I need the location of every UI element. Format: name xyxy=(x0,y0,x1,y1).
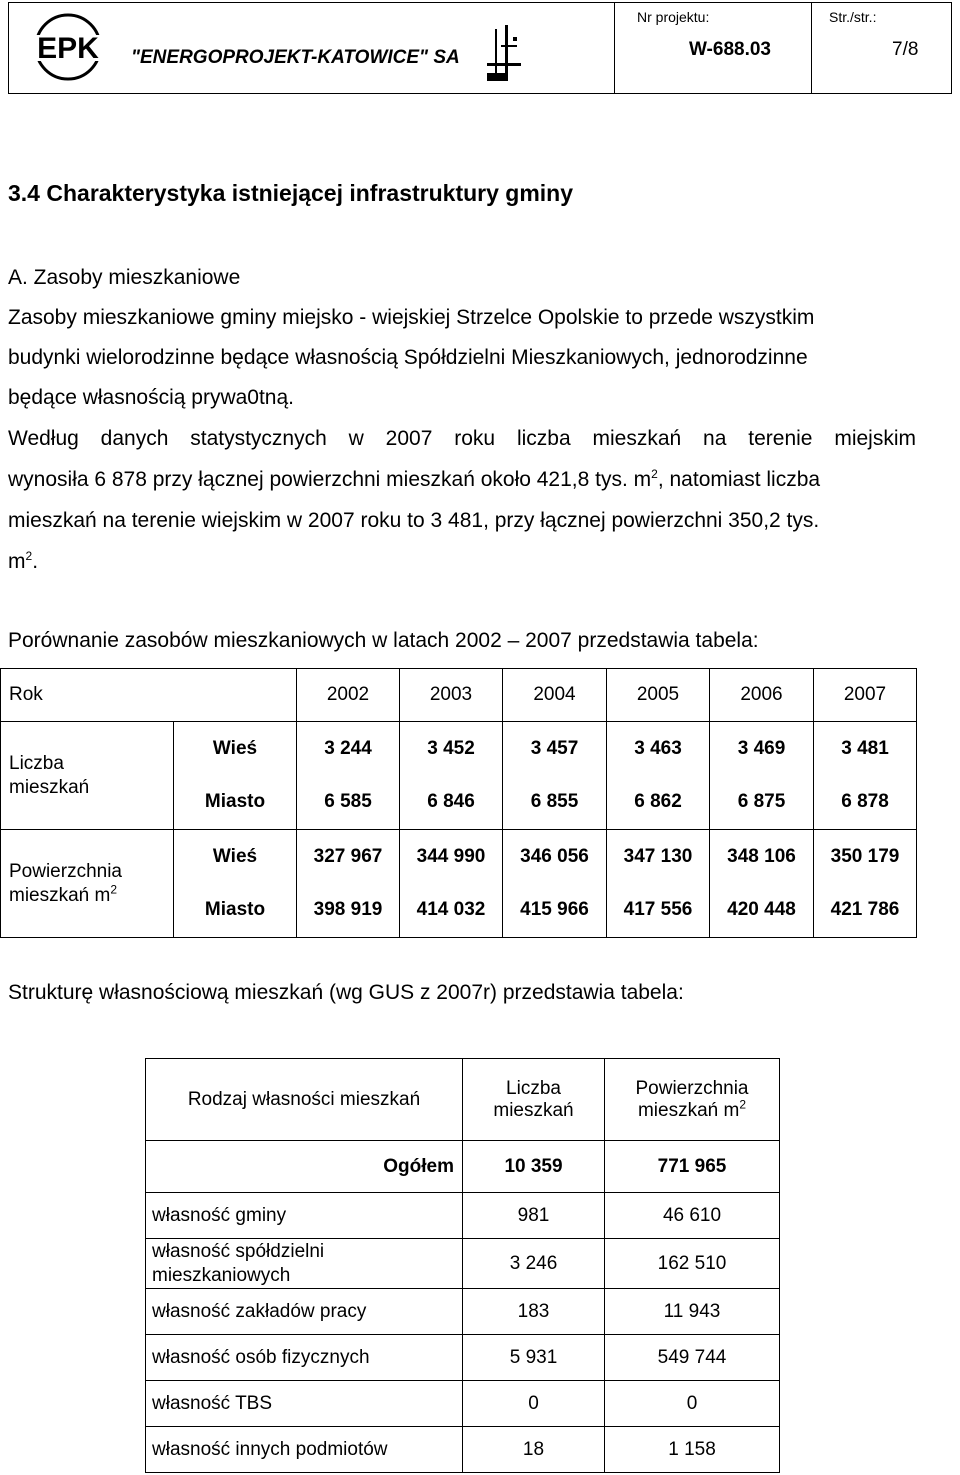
year-cell: 2005 xyxy=(607,669,710,722)
value-cell: 417 556 xyxy=(607,884,710,938)
paragraph2-line4: $m^2$. xyxy=(8,549,39,573)
total-area: 771 965 xyxy=(605,1141,780,1193)
table-row xyxy=(146,1335,780,1381)
ownership-label: własność zakładów pracy xyxy=(146,1289,463,1335)
value-cell: 6 846 xyxy=(400,776,503,830)
ownership-count: 0 xyxy=(463,1381,605,1427)
table-row xyxy=(146,1239,780,1289)
company-name: "ENERGOPROJEKT-KATOWICE" SA xyxy=(131,47,460,68)
table-row xyxy=(146,1059,780,1141)
value-cell: 420 448 xyxy=(710,884,814,938)
subsection-title: A. Zasoby mieszkaniowe xyxy=(8,266,241,289)
table-row xyxy=(1,669,917,722)
year-cell: 2003 xyxy=(400,669,503,722)
value-cell: 6 855 xyxy=(503,776,607,830)
ownership-count: 3 246 xyxy=(463,1239,605,1289)
value-cell: 344 990 xyxy=(400,830,503,884)
epk-logo xyxy=(23,13,113,81)
ownership-count: 18 xyxy=(463,1427,605,1473)
paragraph1-line2: budynki wielorodzinne będące własnością Spółdzielni Mieszkaniowych, jednorodzinne xyxy=(8,346,808,369)
table-row xyxy=(146,1193,780,1239)
value-cell: 346 056 xyxy=(503,830,607,884)
section-title: 3.4 Charakterystyka istniejącej infrastruktury gminy xyxy=(8,180,574,206)
ownership-label: własność TBS xyxy=(146,1381,463,1427)
paragraph2-line2: wynosiła 6 878 przy łącznej powierzchni mieszkań około 421,8 tys. $m^2$, natomiast liczba xyxy=(8,467,821,491)
row-label: Miasto xyxy=(174,884,297,938)
ownership-area: 11 943 xyxy=(605,1289,780,1335)
paragraph1-line3: będące własnością prywa0tną. xyxy=(8,386,295,409)
group-label-liczba: Liczba mieszkań xyxy=(1,722,174,830)
ownership-label: własność innych podmiotów xyxy=(146,1427,463,1473)
value-cell: 6 878 xyxy=(814,776,917,830)
table-row xyxy=(146,1427,780,1473)
total-count: 10 359 xyxy=(463,1141,605,1193)
project-number: W-688.03 xyxy=(689,39,771,60)
table-row xyxy=(146,1289,780,1335)
ownership-count: 183 xyxy=(463,1289,605,1335)
value-cell: 415 966 xyxy=(503,884,607,938)
value-cell: 398 919 xyxy=(297,884,400,938)
value-cell: 3 452 xyxy=(400,722,503,776)
value-cell: 327 967 xyxy=(297,830,400,884)
table-row xyxy=(146,1381,780,1427)
total-label: Ogółem xyxy=(146,1141,463,1193)
table2-intro: Strukturę własnościową mieszkań (wg GUS z 2007r) przedstawia tabela: xyxy=(8,981,684,1004)
rok-header: Rok xyxy=(1,669,297,722)
page-number: 7/8 xyxy=(892,39,919,60)
group-label-powierzchnia: Powierzchnia mieszkań $m^2$ xyxy=(1,830,174,938)
value-cell: 3 244 xyxy=(297,722,400,776)
ownership-count: 981 xyxy=(463,1193,605,1239)
table-row-total xyxy=(146,1141,780,1193)
table-row xyxy=(1,722,917,776)
ownership-area: 46 610 xyxy=(605,1193,780,1239)
table-row xyxy=(1,830,917,884)
value-cell: 3 481 xyxy=(814,722,917,776)
project-label: Nr projektu: xyxy=(637,9,710,25)
row-label: Wieś xyxy=(174,722,297,776)
table1-intro: Porównanie zasobów mieszkaniowych w latach 2002 – 2007 przedstawia tabela: xyxy=(8,629,759,652)
logo-text: EPK xyxy=(37,32,99,65)
paragraph2-line1: Według danych statystycznych w 2007 roku liczba mieszkań na terenie miejskim xyxy=(8,427,916,450)
value-cell: 347 130 xyxy=(607,830,710,884)
ownership-label: własność spółdzielni mieszkaniowych xyxy=(146,1239,463,1289)
tower-icon xyxy=(481,23,531,88)
paragraph1-line1: Zasoby mieszkaniowe gminy miejsko - wiejskiej Strzelce Opolskie to przede wszystkim xyxy=(8,306,815,329)
row-label: Wieś xyxy=(174,830,297,884)
page-header xyxy=(8,2,952,94)
paragraph2-line3: mieszkań na terenie wiejskim w 2007 roku to 3 481, przy łącznej powierzchni 350,2 tys. xyxy=(8,509,820,532)
value-cell: 6 585 xyxy=(297,776,400,830)
ownership-area: 549 744 xyxy=(605,1335,780,1381)
housing-comparison-table xyxy=(0,668,917,938)
value-cell: 348 106 xyxy=(710,830,814,884)
col-header-type: Rodzaj własności mieszkań xyxy=(146,1059,463,1141)
value-cell: 6 862 xyxy=(607,776,710,830)
row-label: Miasto xyxy=(174,776,297,830)
col-header-count: Liczba mieszkań xyxy=(463,1059,605,1141)
ownership-area: 162 510 xyxy=(605,1239,780,1289)
year-cell: 2002 xyxy=(297,669,400,722)
value-cell: 350 179 xyxy=(814,830,917,884)
ownership-count: 5 931 xyxy=(463,1335,605,1381)
ownership-label: własność osób fizycznych xyxy=(146,1335,463,1381)
col-header-area: Powierzchnia mieszkań $m^2$ xyxy=(605,1059,780,1141)
value-cell: 414 032 xyxy=(400,884,503,938)
ownership-label: własność gminy xyxy=(146,1193,463,1239)
value-cell: 421 786 xyxy=(814,884,917,938)
value-cell: 6 875 xyxy=(710,776,814,830)
value-cell: 3 463 xyxy=(607,722,710,776)
value-cell: 3 457 xyxy=(503,722,607,776)
ownership-area: 0 xyxy=(605,1381,780,1427)
year-cell: 2007 xyxy=(814,669,917,722)
page-label: Str./str.: xyxy=(829,9,877,25)
ownership-area: 1 158 xyxy=(605,1427,780,1473)
year-cell: 2004 xyxy=(503,669,607,722)
year-cell: 2006 xyxy=(710,669,814,722)
value-cell: 3 469 xyxy=(710,722,814,776)
ownership-structure-table xyxy=(145,1058,780,1473)
